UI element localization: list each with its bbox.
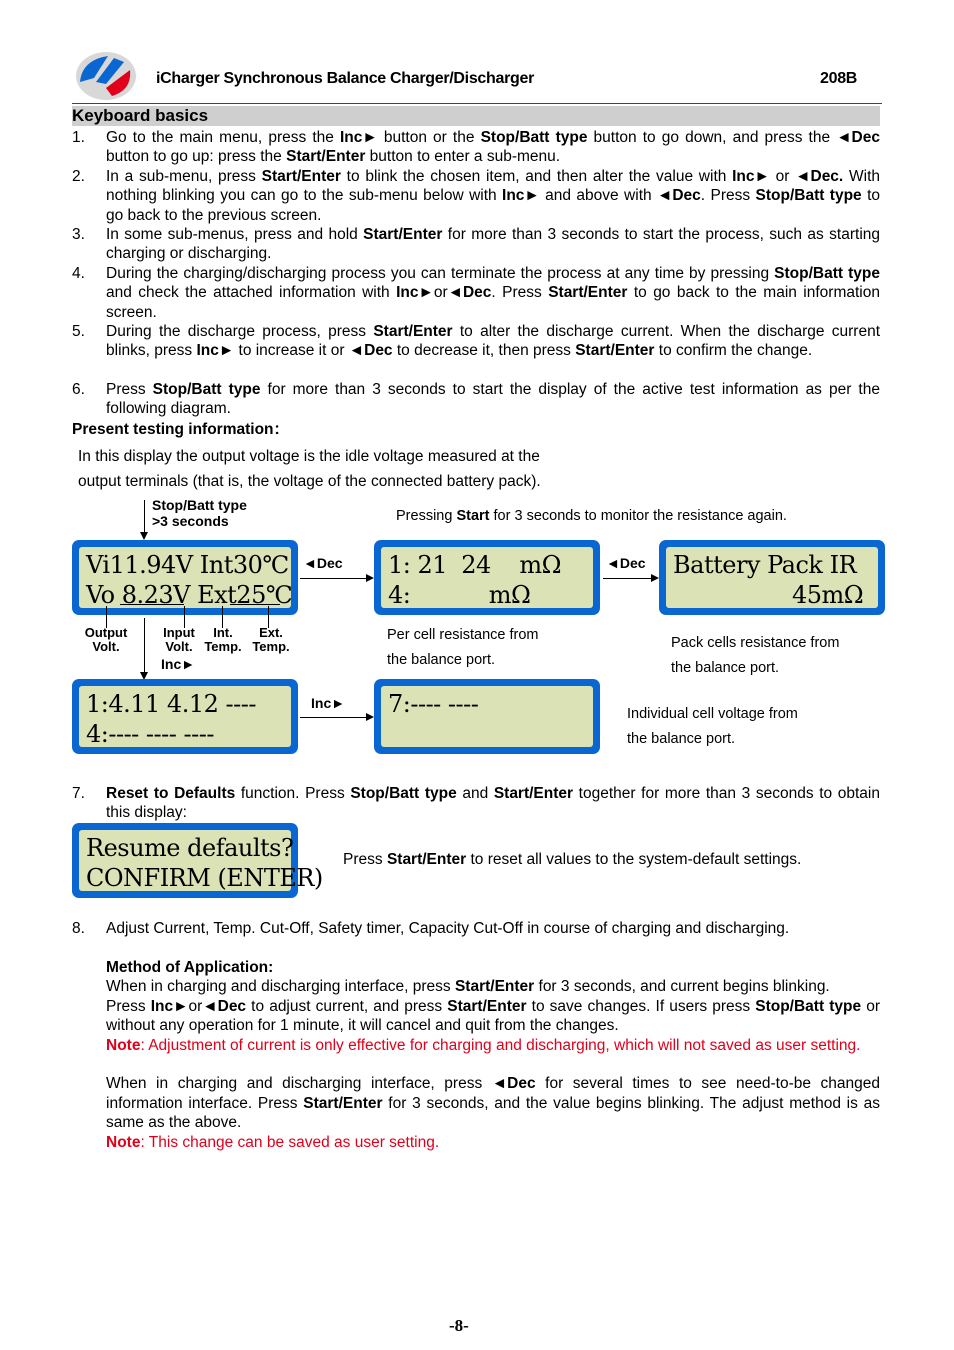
lcd-line: 45mΩ bbox=[792, 581, 864, 609]
pack-cells-note: Pack cells resistance from the balance port. bbox=[671, 635, 840, 676]
reset-note: Press Start/Enter to reset all values to the system-default settings. bbox=[343, 851, 802, 868]
right-arrow bbox=[300, 717, 372, 718]
present-title: Present testing information： bbox=[72, 421, 290, 438]
brand-logo bbox=[72, 48, 138, 102]
lcd-line: 4:---- ---- ---- bbox=[86, 720, 214, 748]
per-cell-note: Per cell resistance from the balance port. bbox=[387, 627, 539, 668]
dec-label: ◄Dec bbox=[303, 555, 343, 571]
method-paragraph: When in charging and discharging interface, press ◄Dec for several times to see need-to-be changed information interface. Press Start/Enter for 3 seconds, and the value begins blinking. The adjust method is as same as the above. bbox=[106, 1075, 881, 1132]
right-arrow bbox=[300, 578, 372, 579]
list-item: 8. Adjust Current, Temp. Cut-Off, Safety timer, Capacity Cut-Off in course of charging and discharging. bbox=[72, 920, 790, 937]
stop-batt-label: Stop/Batt type >3 seconds bbox=[152, 497, 247, 529]
lcd-cell-voltage bbox=[72, 679, 298, 754]
method-title: Method of Application: bbox=[106, 959, 274, 976]
intro-line-2: output terminals (that is, the voltage of the connected battery pack). bbox=[78, 473, 541, 490]
lcd-line: Vi11.94V Int30℃ bbox=[86, 551, 289, 579]
note-2: Note: This change can be saved as user setting. bbox=[106, 1133, 440, 1151]
annotation-int-temp: Int. Temp. bbox=[204, 625, 242, 654]
list-item: 2. In a sub-menu, press Start/Enter to blink the chosen item, and then alter the value with Inc► or ◄Dec. With nothing blinking you can go to the sub-menu below with Inc► and above with ◄Dec. Press Stop/Batt type to go back to the previous screen. bbox=[72, 168, 880, 224]
value-underline bbox=[120, 604, 184, 605]
header-divider bbox=[72, 103, 882, 104]
section-title: Keyboard basics bbox=[72, 106, 880, 126]
down-arrow bbox=[144, 500, 145, 538]
page-number: -8- bbox=[449, 1316, 469, 1335]
intro-line-1: In this display the output voltage is the idle voltage measured at the bbox=[78, 448, 540, 465]
lcd-line: Vo 8.23V Ext25℃ bbox=[86, 581, 293, 609]
lcd-line: CONFIRM (ENTER) bbox=[86, 864, 323, 892]
inc-label: Inc► bbox=[311, 695, 346, 711]
list-item: 7. Reset to Defaults function. Press Stop/Batt type and Start/Enter together for more than 3 seconds to obtain this display: bbox=[72, 785, 880, 822]
lcd-pack-ir bbox=[659, 540, 885, 615]
list-item: 3. In some sub-menus, press and hold Start/Enter for more than 3 seconds to start the process, such as starting charging or discharging. bbox=[72, 226, 880, 263]
lcd-line: Battery Pack IR bbox=[673, 551, 857, 579]
lcd-line: 4: mΩ bbox=[388, 581, 531, 609]
dec-label: ◄Dec bbox=[606, 555, 646, 571]
lcd-cell-voltage-2 bbox=[374, 679, 600, 754]
list-item: 5. During the discharge process, press Start/Enter to alter the discharge current. When the discharge current blinks, press Inc► to increase it or ◄Dec to decrease it, then press Start/Enter to confirm the change. bbox=[72, 323, 881, 360]
lcd-line: 1:4.11 4.12 ---- bbox=[86, 690, 256, 718]
individual-cell-note: Individual cell voltage from the balance port. bbox=[627, 706, 798, 747]
header-model: 208B bbox=[820, 70, 858, 87]
right-arrow bbox=[603, 578, 657, 579]
list-item: 1. Go to the main menu, press the Inc► button or the Stop/Batt type button to go down, and press the ◄Dec button to go up: press the Start/Enter button to enter a sub-menu. bbox=[72, 129, 880, 166]
method-section bbox=[72, 958, 880, 1152]
note-1: Note: Adjustment of current is only effective for charging and discharging, which will not saved as user setting. bbox=[106, 1036, 861, 1054]
lcd-line: 7:---- ---- bbox=[388, 690, 479, 718]
list-item: 4. During the charging/discharging process you can terminate the process at any time by pressing Stop/Batt type and check the attached information with Inc►or◄Dec. Press Start/Enter to go back to the main information screen. bbox=[72, 265, 880, 321]
inc-label: Inc► bbox=[161, 656, 196, 672]
header-title: iCharger Synchronous Balance Charger/Discharger bbox=[156, 70, 535, 87]
lcd-line: Resume defaults? bbox=[86, 834, 294, 862]
annotation-ext-temp: Ext. Temp. bbox=[252, 625, 290, 654]
pressing-start-note: Pressing Start for 3 seconds to monitor the resistance again. bbox=[396, 508, 787, 524]
method-paragraph: When in charging and discharging interface, press Start/Enter for 3 seconds, and current begins blinking. bbox=[106, 978, 830, 996]
list-item: 6. Press Stop/Batt type for more than 3 seconds to start the display of the active test information as per the following diagram. bbox=[72, 381, 880, 418]
method-paragraph: Press Inc►or◄Dec to adjust current, and press Start/Enter to save changes. If users press Stop/Batt type or without any operation for 1 minute, it will cancel and quit from the changes. bbox=[106, 997, 880, 1035]
lcd-cell-resistance bbox=[374, 540, 600, 615]
annotation-output-volt: Output Volt. bbox=[84, 625, 128, 654]
lcd-line: 1: 21 24 mΩ bbox=[388, 551, 561, 579]
value-underline bbox=[230, 604, 280, 605]
lcd-reset-defaults bbox=[72, 823, 323, 898]
annotation-input-volt: Input Volt. bbox=[163, 625, 195, 654]
down-arrow bbox=[144, 618, 145, 678]
